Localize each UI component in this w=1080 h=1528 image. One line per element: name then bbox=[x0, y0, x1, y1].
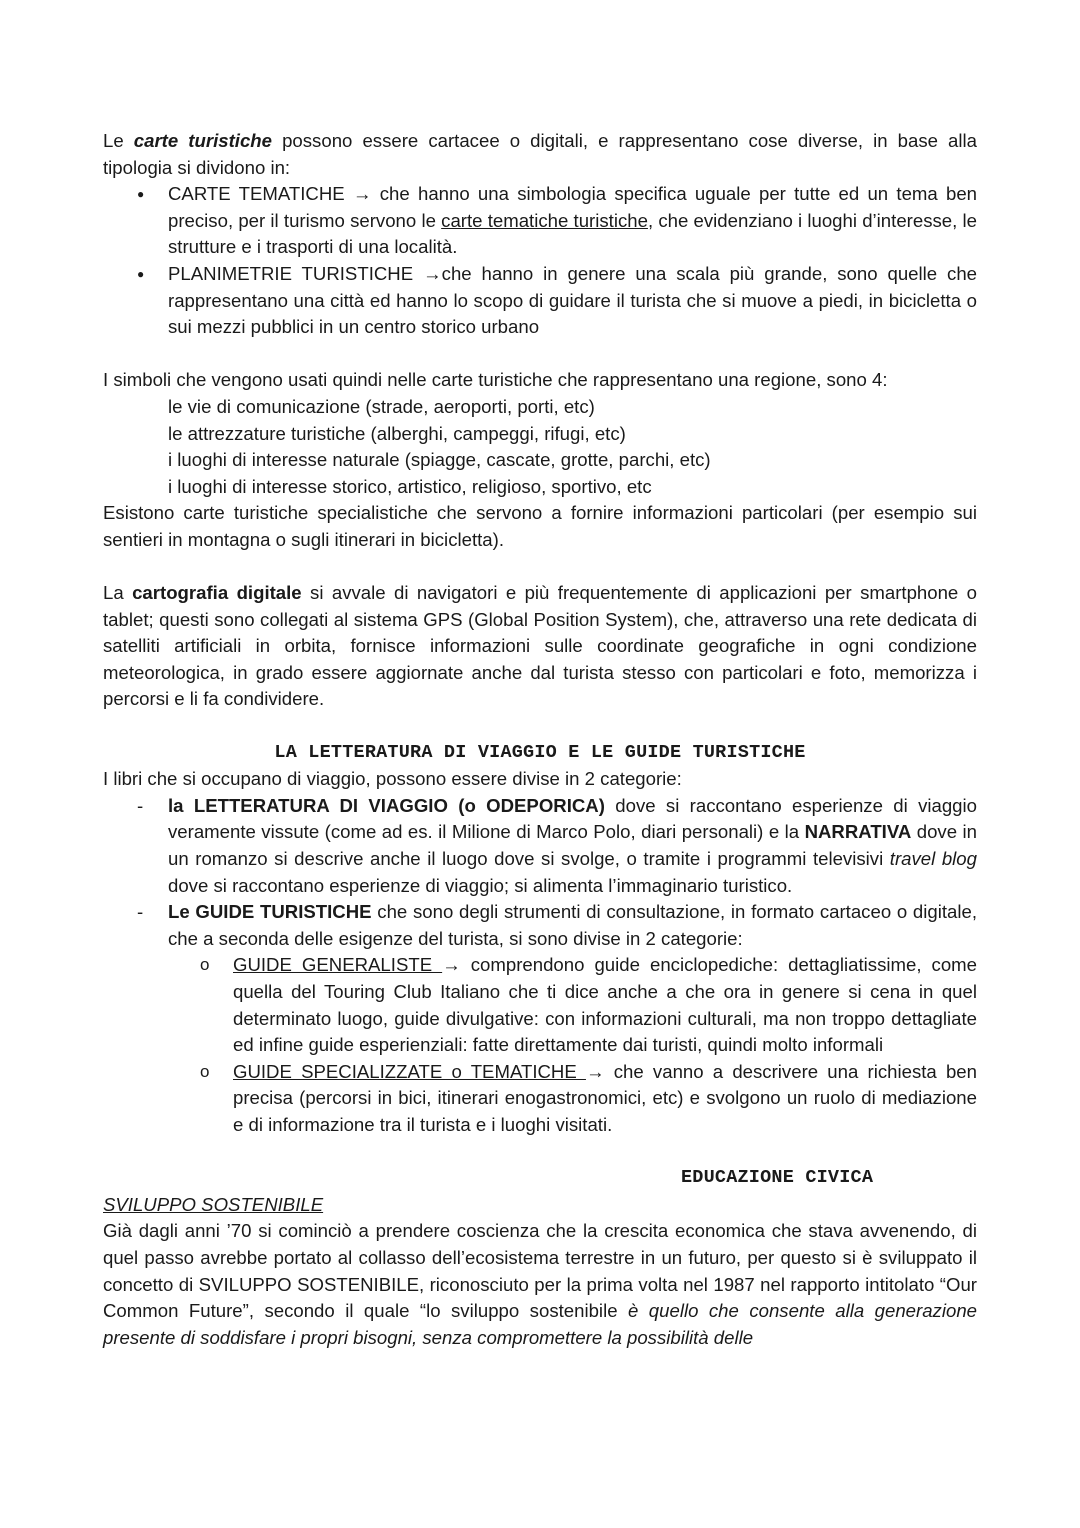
spacer bbox=[103, 713, 977, 740]
item-head: PLANIMETRIE TURISTICHE bbox=[168, 262, 414, 284]
item-head: CARTE TEMATICHE bbox=[168, 183, 345, 205]
text: si avvale di navigatori e più frequentemente di applicazioni per smartphone o tablet; questi sono collegati al sistema GPS (Global Position System), che, attraverso una rete dedicata di satelliti artificiali in orbita, fornisce informazioni sulle coordinate geografiche in ogni condizione meteorologica, in grado essere aggiornate anche dal turista stesso con particolari e foto, memorizza i percorsi e li fa condividere. bbox=[103, 582, 977, 710]
subtitle-sviluppo-sostenibile: SVILUPPO SOSTENIBILE bbox=[103, 1193, 324, 1215]
sub-list-guide bbox=[168, 952, 977, 1138]
symbols-intro: I simboli che vengono usati quindi nelle carte turistiche che rappresentano una regione, sono 4: bbox=[103, 369, 888, 391]
arrow-icon: → bbox=[442, 954, 461, 976]
paragraph-cartografia-digitale bbox=[103, 580, 977, 713]
item-head: la LETTERATURA DI VIAGGIO (o ODEPORICA) bbox=[168, 794, 605, 816]
underlined-term: carte tematiche turistiche bbox=[441, 209, 648, 231]
text: comprendono guide enciclopediche: dettagliatissime, come quella del Touring Club Italiano che ti dice anche a che ora in genere si cena in quel determinato luogo, guide divulgative: con informazioni culturali, ma non troppo dettagliate ed infine guide esperienziali: fatte direttamente dai turisti, quindi molto informali bbox=[233, 954, 977, 1056]
symbol-item: le attrezzature turistiche (alberghi, campeggi, rifugi, etc) bbox=[168, 422, 626, 444]
paragraph-carte-turistiche bbox=[103, 128, 977, 181]
term-narrativa: NARRATIVA bbox=[804, 821, 912, 843]
circle-marker: o bbox=[200, 955, 210, 975]
text: che sono degli strumenti di consultazione, in formato cartaceo o digitale, che a seconda delle esigenze del turista, si sono divise in 2 categorie: bbox=[168, 901, 978, 949]
symbol-item: le vie di comunicazione (strade, aeroporti, porti, etc) bbox=[168, 395, 595, 417]
text: possono essere cartacee o digitali, e rappresentano cose diverse, in base alla tipologia si dividono in: bbox=[103, 130, 977, 178]
term-carte-turistiche: carte turistiche bbox=[133, 130, 272, 151]
document-page bbox=[103, 128, 977, 1351]
quote-italic: è quello che consente alla generazione presente di soddisfare i propri bisogni, senza compromettere la possibilità delle bbox=[103, 1300, 977, 1348]
specialist-paragraph: Esistono carte turistiche specialistiche che servono a fornire informazioni particolari (per esempio sui sentieri in montagna o sugli itinerari in bicicletta). bbox=[103, 502, 977, 550]
item-head: Le GUIDE TURISTICHE bbox=[168, 901, 372, 923]
text: Le bbox=[103, 130, 134, 151]
term-travel-blog: travel blog bbox=[889, 848, 977, 870]
dash-list-libri bbox=[103, 793, 977, 1139]
bullet-list-carte bbox=[103, 181, 977, 341]
spacer bbox=[103, 554, 977, 581]
list-item-planimetrie bbox=[168, 261, 977, 341]
list-item-letteratura bbox=[137, 793, 978, 899]
dash-marker: - bbox=[137, 901, 144, 923]
text: dove in un romanzo si descrive anche il luogo dove si svolge, o tramite i programmi televisivi bbox=[168, 821, 978, 870]
spacer bbox=[103, 1139, 977, 1166]
list-item-specializzate bbox=[200, 1059, 977, 1139]
circle-marker: o bbox=[200, 1061, 210, 1081]
symbol-item: i luoghi di interesse storico, artistico, religioso, sportivo, etc bbox=[168, 475, 652, 497]
symbol-item: i luoghi di interesse naturale (spiagge, cascate, grotte, parchi, etc) bbox=[168, 449, 711, 471]
text: , che evidenziano i luoghi d’interesse, le strutture e i trasporti di una località. bbox=[168, 209, 977, 258]
books-intro: I libri che si occupano di viaggio, possono essere divise in 2 categorie: bbox=[103, 768, 682, 790]
section-heading-educazione-civica: EDUCAZIONE CIVICA bbox=[681, 1167, 874, 1189]
list-item-generaliste bbox=[200, 952, 977, 1058]
text: che vanno a descrivere una richiesta ben precisa (percorsi in bici, itinerari enogastronomici, etc) e svolgono un ruolo di mediazione e di informazione tra il turista e i luoghi visitati. bbox=[233, 1060, 977, 1135]
text: dove si raccontano esperienze di viaggio; si alimenta l’immaginario turistico. bbox=[168, 874, 793, 896]
section-heading-letteratura: LA LETTERATURA DI VIAGGIO E LE GUIDE TURISTICHE bbox=[274, 741, 806, 763]
text: che hanno una simbologia specifica uguale per tutte ed un tema ben preciso, per il turismo servono le bbox=[168, 183, 978, 231]
paragraph-sviluppo-sostenibile bbox=[103, 1218, 977, 1351]
arrow-icon: → bbox=[413, 262, 442, 284]
text: che hanno in genere una scala più grande, sono quelle che rappresentano una città ed hanno lo scopo di guidare il turista che si muove a piedi, in bicicletta o sui mezzi pubblici in un centro storico urbano bbox=[168, 262, 978, 338]
underlined-term: GUIDE GENERALISTE bbox=[233, 954, 443, 976]
spacer bbox=[103, 341, 977, 368]
underlined-term: GUIDE SPECIALIZZATE o TEMATICHE bbox=[233, 1060, 586, 1082]
text: Già dagli anni ’70 si cominciò a prendere coscienza che la crescita economica che stava avvenendo, di quel passo avrebbe portato al collasso dell’ecosistema terrestre in un futuro, per questo si è sviluppato il concetto di SVILUPPO SOSTENIBILE, riconosciuto per la prima volta nel 1987 nel rapporto intitolato “Our Common Future”, secondo il quale “lo sviluppo sostenibile bbox=[103, 1220, 977, 1322]
arrow-icon: → bbox=[344, 183, 380, 205]
dash-marker: - bbox=[137, 794, 144, 816]
list-item-carte-tematiche bbox=[168, 181, 977, 261]
term-cartografia-digitale: cartografia digitale bbox=[132, 582, 302, 604]
list-item-guide bbox=[137, 899, 978, 1138]
arrow-icon: → bbox=[585, 1060, 605, 1082]
text: dove si raccontano esperienze di viaggio veramente vissute (come ad es. il Milione di Marco Polo, diari personali) e la bbox=[168, 794, 977, 843]
text: La bbox=[103, 582, 133, 604]
